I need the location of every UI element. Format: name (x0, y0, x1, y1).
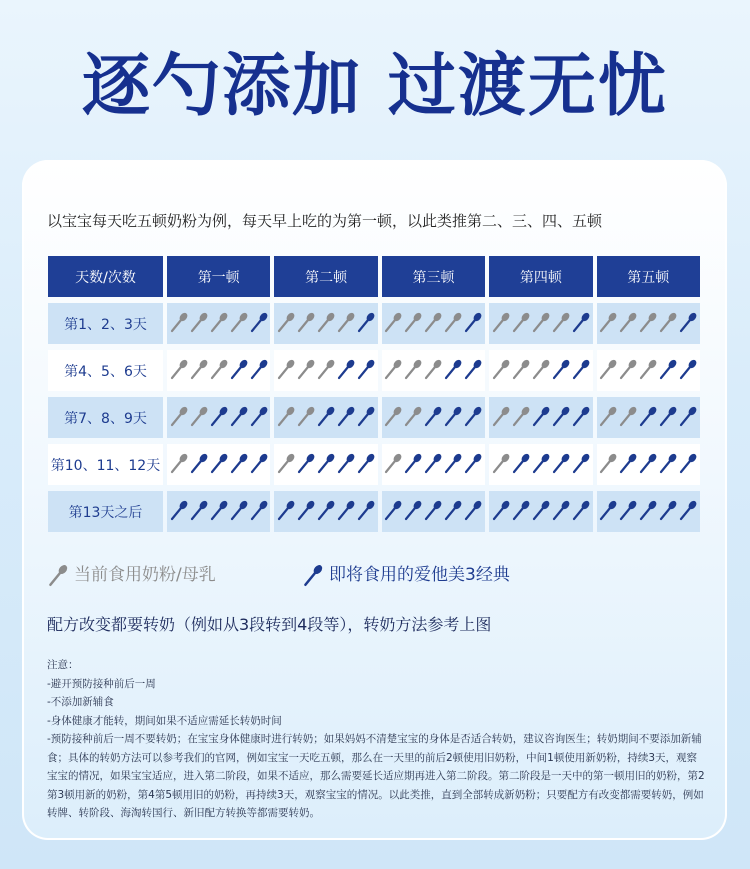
spoon-icon (384, 358, 402, 380)
spoon-icon (297, 405, 315, 427)
spoon-icon (679, 405, 697, 427)
spoon-icon (210, 452, 228, 474)
meal-spoons-cell (167, 350, 270, 391)
spoon-icon (250, 452, 268, 474)
meal-spoons-cell (274, 491, 377, 532)
meal-spoons-cell (597, 491, 700, 532)
note-paragraph: -预防接种前后一周不要转奶；在宝宝身体健康时进行转奶；如果妈妈不清楚宝宝的身体是否适合转奶，建议咨询医生；转奶期间不要添加新辅食；具体的转奶方法可以参考我们的官网，例如宝宝一天吃五顿，那么在一天里的前后2顿使用旧奶粉，中间1顿使用新奶粉，持续3天，观察宝宝的情况，如果宝宝适应，进入第二阶段，如果不适应，那么需要延长适应期再进入第二阶段。第二阶段是一天中的第一顿用旧的奶粉，第2第3顿用新的奶粉，第4第5顿用旧的奶粉，再持续3天，观察宝宝的情况。以此类推，直到全部转成新奶粉；只要配方有改变都需要转奶，例如转牌、转阶段、海淘转国行、新旧配方转换等都需要转奶。 (47, 733, 705, 819)
spoon-icon (404, 405, 422, 427)
spoon-icon (297, 499, 315, 521)
spoon-icon (170, 311, 188, 333)
spoon-icon (190, 311, 208, 333)
spoon-icon (444, 405, 462, 427)
spoon-icon (492, 452, 510, 474)
spoon-icon (424, 311, 442, 333)
spoon-icon (492, 358, 510, 380)
meal-spoons-cell (597, 444, 700, 485)
meal-spoons-cell (167, 491, 270, 532)
spoon-icon (619, 311, 637, 333)
spoon-icon (619, 405, 637, 427)
meal-spoons-cell (489, 350, 592, 391)
spoon-icon (404, 358, 422, 380)
spoon-icon (170, 405, 188, 427)
meal-spoons-cell (489, 491, 592, 532)
spoon-icon (190, 358, 208, 380)
spoon-icon (190, 452, 208, 474)
spoon-icon (170, 358, 188, 380)
spoon-icon (599, 405, 617, 427)
spoon-icon (384, 452, 402, 474)
spoon-icon (317, 452, 335, 474)
formula-change-note: 配方改变都要转奶（例如从3段转到4段等），转奶方法参考上图 (47, 615, 492, 634)
spoon-icon (639, 311, 657, 333)
spoon-icon (357, 405, 375, 427)
spoon-icon (317, 499, 335, 521)
spoon-icon (572, 311, 590, 333)
table-header-row (48, 256, 700, 297)
blue-spoon-icon (303, 563, 323, 587)
spoon-icon (277, 358, 295, 380)
spoon-icon (444, 358, 462, 380)
spoon-icon (297, 358, 315, 380)
spoon-icon (357, 452, 375, 474)
spoon-icon (297, 452, 315, 474)
spoon-icon (277, 405, 295, 427)
spoon-icon (512, 358, 530, 380)
spoon-icon (599, 499, 617, 521)
spoon-icon (512, 499, 530, 521)
spoon-icon (492, 405, 510, 427)
spoon-icon (337, 311, 355, 333)
day-range-cell: 第4、5、6天 (48, 350, 163, 391)
legend-new-label: 即将食用的爱他美3经典 (329, 565, 510, 585)
spoon-icon (572, 358, 590, 380)
spoon-icon (444, 452, 462, 474)
meal-spoons-cell (489, 303, 592, 344)
spoon-icon (230, 311, 248, 333)
header-cell-meal-1: 第一顿 (167, 256, 270, 297)
spoon-icon (679, 499, 697, 521)
spoon-icon (572, 405, 590, 427)
notes-block (47, 656, 705, 823)
spoon-icon (659, 311, 677, 333)
note-item: -身体健康才能转，期间如果不适应需延长转奶时间 (47, 714, 282, 727)
meal-spoons-cell (597, 397, 700, 438)
spoon-icon (639, 499, 657, 521)
spoon-icon (404, 452, 422, 474)
spoon-icon (277, 452, 295, 474)
spoon-icon (357, 358, 375, 380)
spoon-icon (337, 452, 355, 474)
spoon-icon (552, 405, 570, 427)
spoon-icon (337, 405, 355, 427)
meal-spoons-cell (382, 397, 485, 438)
spoon-icon (170, 499, 188, 521)
day-range-cell: 第10、11、12天 (48, 444, 163, 485)
spoon-icon (464, 311, 482, 333)
spoon-icon (659, 452, 677, 474)
legend-current-label: 当前食用奶粉/母乳 (74, 565, 216, 585)
spoon-icon (599, 311, 617, 333)
spoon-icon (250, 358, 268, 380)
spoon-icon (532, 311, 550, 333)
header-cell-meal-4: 第四顿 (489, 256, 592, 297)
spoon-icon (572, 452, 590, 474)
meal-spoons-cell (382, 350, 485, 391)
spoon-icon (230, 452, 248, 474)
spoon-icon (639, 452, 657, 474)
spoon-icon (337, 358, 355, 380)
spoon-icon (317, 358, 335, 380)
spoon-icon (659, 499, 677, 521)
spoon-icon (230, 358, 248, 380)
legend-current-formula (48, 560, 216, 587)
spoon-icon (444, 311, 462, 333)
spoon-icon (552, 311, 570, 333)
meal-spoons-cell (489, 444, 592, 485)
spoon-icon (492, 499, 510, 521)
header-cell-days: 天数/次数 (48, 256, 163, 297)
spoon-icon (464, 452, 482, 474)
spoon-icon (210, 358, 228, 380)
spoon-icon (404, 499, 422, 521)
spoon-icon (297, 311, 315, 333)
spoon-icon (317, 311, 335, 333)
spoon-icon (444, 499, 462, 521)
meal-spoons-cell (167, 303, 270, 344)
spoon-icon (552, 499, 570, 521)
notes-title: 注意： (47, 659, 79, 671)
spoon-icon (357, 311, 375, 333)
table-row (48, 397, 700, 438)
legend-new-formula (303, 560, 510, 587)
spoon-icon (679, 358, 697, 380)
spoon-icon (210, 499, 228, 521)
spoon-icon (532, 358, 550, 380)
spoon-icon (532, 405, 550, 427)
spoon-icon (572, 499, 590, 521)
spoon-icon (424, 499, 442, 521)
spoon-icon (424, 405, 442, 427)
spoon-icon (532, 499, 550, 521)
meal-spoons-cell (167, 444, 270, 485)
day-range-cell: 第1、2、3天 (48, 303, 163, 344)
spoon-icon (337, 499, 355, 521)
spoon-icon (384, 499, 402, 521)
transition-schedule-table (44, 250, 704, 538)
meal-spoons-cell (274, 303, 377, 344)
header-cell-meal-3: 第三顿 (382, 256, 485, 297)
spoon-icon (464, 499, 482, 521)
meal-spoons-cell (167, 397, 270, 438)
header-cell-meal-5: 第五顿 (597, 256, 700, 297)
spoon-icon (464, 405, 482, 427)
spoon-icon (532, 452, 550, 474)
meal-spoons-cell (382, 444, 485, 485)
table-row (48, 350, 700, 391)
spoon-icon (277, 499, 295, 521)
table-row (48, 303, 700, 344)
spoon-icon (190, 499, 208, 521)
spoon-icon (464, 358, 482, 380)
meal-spoons-cell (274, 350, 377, 391)
spoon-icon (512, 311, 530, 333)
spoon-icon (210, 311, 228, 333)
spoon-icon (250, 311, 268, 333)
spoon-icon (492, 311, 510, 333)
spoon-icon (599, 358, 617, 380)
table-row (48, 444, 700, 485)
spoon-icon (424, 452, 442, 474)
spoon-icon (552, 358, 570, 380)
spoon-icon (230, 499, 248, 521)
spoon-icon (230, 405, 248, 427)
day-range-cell: 第13天之后 (48, 491, 163, 532)
note-item: -避开预防接种前后一周 (47, 677, 156, 690)
spoon-icon (679, 452, 697, 474)
table-row (48, 491, 700, 532)
spoon-icon (599, 452, 617, 474)
spoon-icon (317, 405, 335, 427)
spoon-icon (619, 452, 637, 474)
meal-spoons-cell (597, 350, 700, 391)
meal-spoons-cell (382, 303, 485, 344)
spoon-icon (512, 405, 530, 427)
spoon-icon (552, 452, 570, 474)
day-range-cell: 第7、8、9天 (48, 397, 163, 438)
page-headline: 逐勺添加 过渡无忧 (82, 47, 668, 126)
meal-spoons-cell (274, 444, 377, 485)
meal-spoons-cell (597, 303, 700, 344)
spoon-icon (639, 358, 657, 380)
spoon-icon (277, 311, 295, 333)
intro-text: 以宝宝每天吃五顿奶粉为例，每天早上吃的为第一顿，以此类推第二、三、四、五顿 (47, 212, 603, 230)
spoon-icon (639, 405, 657, 427)
gray-spoon-icon (48, 563, 68, 587)
spoon-icon (424, 358, 442, 380)
spoon-icon (659, 358, 677, 380)
spoon-icon (384, 311, 402, 333)
spoon-icon (250, 499, 268, 521)
spoon-icon (357, 499, 375, 521)
spoon-icon (170, 452, 188, 474)
meal-spoons-cell (489, 397, 592, 438)
spoon-icon (250, 405, 268, 427)
spoon-icon (512, 452, 530, 474)
spoon-icon (190, 405, 208, 427)
spoon-icon (210, 405, 228, 427)
note-item: -不添加新辅食 (47, 696, 114, 708)
spoon-icon (619, 358, 637, 380)
meal-spoons-cell (274, 397, 377, 438)
spoon-icon (404, 311, 422, 333)
spoon-icon (619, 499, 637, 521)
spoon-icon (384, 405, 402, 427)
spoon-icon (679, 311, 697, 333)
header-cell-meal-2: 第二顿 (274, 256, 377, 297)
spoon-icon (659, 405, 677, 427)
meal-spoons-cell (382, 491, 485, 532)
